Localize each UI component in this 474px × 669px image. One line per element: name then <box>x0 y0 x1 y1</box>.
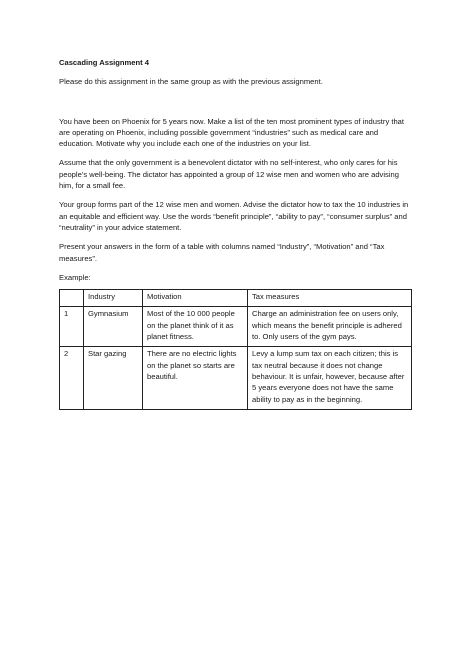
header-number <box>60 290 84 307</box>
row-motivation: There are no electric lights on the planet so starts are beautiful. <box>143 347 248 409</box>
spacer <box>59 96 412 116</box>
row-industry: Star gazing <box>84 347 143 409</box>
table-row <box>60 347 412 409</box>
row-number: 2 <box>60 347 84 409</box>
row-motivation: Most of the 10 000 people on the planet think of it as planet fitness. <box>143 307 248 347</box>
paragraph-group-task: Your group forms part of the 12 wise men and women. Advise the dictator how to tax the 10 industries in an equitable and efficient way. Use the words “benefit principle”, “ability to pay”, “consumer surplus” and “neutrality” in your advice statement. <box>59 200 409 232</box>
instruction-text: Please do this assignment in the same group as with the previous assignment. <box>59 77 323 87</box>
row-industry: Gymnasium <box>84 307 143 347</box>
paragraph-scenario: You have been on Phoenix for 5 years now. Make a list of the ten most prominent types of industry that are operating on Phoenix, including possible government “industries” such as medical care and education. Motivate why you include each one of the industries on your list. <box>59 116 405 149</box>
paragraph-dictator: Assume that the only government is a benevolent dictator with no self-interest, who only cares for his people’s well-being. The dictator has appointed a group of 12 wise men and women who are advising him, for a small fee. <box>59 158 399 191</box>
example-label: Example: <box>59 272 91 282</box>
paragraph-presentation: Present your answers in the form of a table with columns named “Industry”, “Motivation” and “Tax measures”. <box>59 242 385 263</box>
assignment-title: Cascading Assignment 4 <box>59 58 150 67</box>
row-tax-measures: Levy a lump sum tax on each citizen; this is tax neutral because it does not change behaviour. It is unfair, however, because after 5 years everyone does not have the same ability to pay as in the beginning. <box>248 347 412 409</box>
row-number: 1 <box>60 307 84 347</box>
header-industry: Industry <box>84 290 143 307</box>
row-tax-measures: Charge an administration fee on users only, which means the benefit principle is adhered to. Only users of the gym pays. <box>248 307 412 347</box>
header-motivation: Motivation <box>143 290 248 307</box>
header-tax-measures: Tax measures <box>248 290 412 307</box>
table-row <box>60 307 412 347</box>
example-table <box>59 289 412 410</box>
table-header-row <box>60 290 412 307</box>
